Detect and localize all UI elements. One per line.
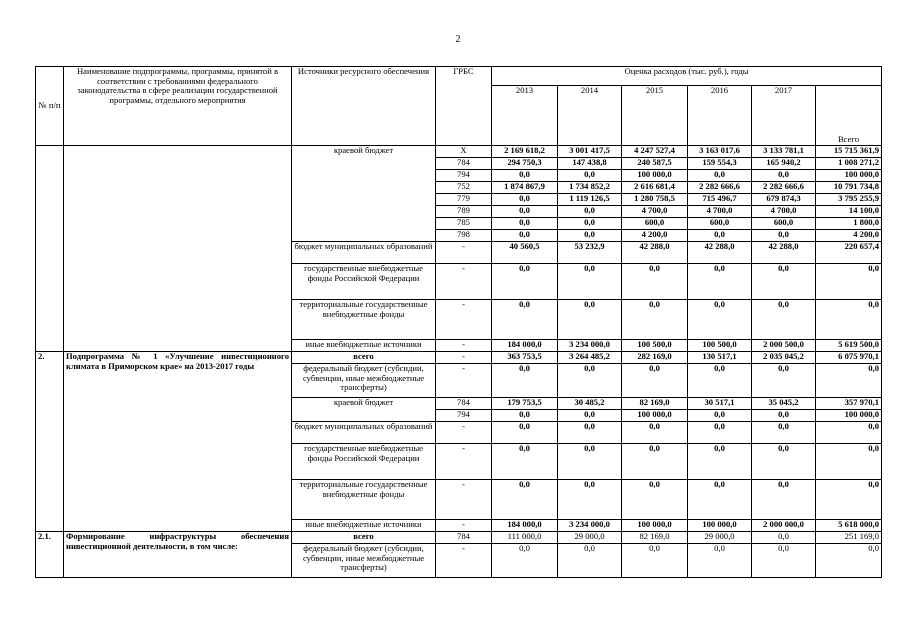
value-cell: 29 000,0 — [688, 532, 752, 544]
row-title — [64, 146, 292, 352]
value-cell: 2 000 500,0 — [752, 340, 816, 352]
value-cell: 0,0 — [558, 230, 622, 242]
value-cell: 0,0 — [752, 480, 816, 520]
grbs-cell: 752 — [436, 182, 492, 194]
value-cell: 4 700,0 — [752, 206, 816, 218]
table-row — [36, 146, 882, 158]
row-number: 2.1. — [36, 532, 64, 578]
source-cell: бюджет муниципальных образований — [292, 422, 436, 444]
value-cell: 0,0 — [492, 206, 558, 218]
grbs-cell: 785 — [436, 218, 492, 230]
value-cell: 600,0 — [622, 218, 688, 230]
value-cell: 159 554,3 — [688, 158, 752, 170]
value-cell: 0,0 — [752, 422, 816, 444]
header-grbs: ГРБС — [436, 67, 492, 146]
value-cell: 3 234 000,0 — [558, 520, 622, 532]
source-cell: иные внебюджетные источники — [292, 340, 436, 352]
grbs-cell: - — [436, 444, 492, 480]
value-cell: 0,0 — [752, 544, 816, 578]
value-cell: 15 715 361,9 — [816, 146, 882, 158]
header-estimate: Оценка расходов (тыс. руб.), годы — [492, 67, 882, 86]
value-cell: 111 000,0 — [492, 532, 558, 544]
source-cell: федеральный бюджет (субсидии, субвенции, иные межбюджетные трансферты) — [292, 544, 436, 578]
value-cell: 0,0 — [492, 364, 558, 398]
header-year: 2013 — [492, 86, 558, 146]
value-cell: 30 517,1 — [688, 398, 752, 410]
value-cell: 5 619 500,0 — [816, 340, 882, 352]
source-cell: иные внебюджетные источники — [292, 520, 436, 532]
value-cell: 2 282 666,6 — [752, 182, 816, 194]
value-cell: 0,0 — [688, 300, 752, 340]
value-cell: 2 282 666,6 — [688, 182, 752, 194]
source-cell — [292, 170, 436, 182]
value-cell: 0,0 — [492, 218, 558, 230]
value-cell: 357 970,1 — [816, 398, 882, 410]
value-cell: 30 485,2 — [558, 398, 622, 410]
value-cell: 0,0 — [558, 300, 622, 340]
value-cell: 0,0 — [492, 480, 558, 520]
grbs-cell: 784 — [436, 532, 492, 544]
value-cell: 0,0 — [752, 364, 816, 398]
value-cell: 42 288,0 — [752, 242, 816, 264]
value-cell: 363 753,5 — [492, 352, 558, 364]
value-cell: 240 587,5 — [622, 158, 688, 170]
value-cell: 100 000,0 — [622, 170, 688, 182]
source-cell: краевой бюджет — [292, 146, 436, 158]
value-cell: 1 008 271,2 — [816, 158, 882, 170]
value-cell: 4 700,0 — [622, 206, 688, 218]
value-cell: 53 232,9 — [558, 242, 622, 264]
value-cell: 0,0 — [688, 544, 752, 578]
value-cell: 0,0 — [816, 444, 882, 480]
value-cell: 100 500,0 — [688, 340, 752, 352]
value-cell: 0,0 — [558, 364, 622, 398]
source-cell — [292, 218, 436, 230]
value-cell: 3 234 000,0 — [558, 340, 622, 352]
source-cell: государственные внебюджетные фонды Российской Федерации — [292, 444, 436, 480]
value-cell: 82 169,0 — [622, 532, 688, 544]
value-cell: 0,0 — [688, 410, 752, 422]
grbs-cell: 798 — [436, 230, 492, 242]
source-cell: территориальные государственные внебюджетные фонды — [292, 480, 436, 520]
value-cell: 2 616 681,4 — [622, 182, 688, 194]
value-cell: 600,0 — [688, 218, 752, 230]
value-cell: 42 288,0 — [688, 242, 752, 264]
source-cell: всего — [292, 352, 436, 364]
value-cell: 0,0 — [688, 444, 752, 480]
value-cell: 1 874 867,9 — [492, 182, 558, 194]
value-cell: 0,0 — [752, 230, 816, 242]
value-cell: 2 169 618,2 — [492, 146, 558, 158]
value-cell: 5 618 000,0 — [816, 520, 882, 532]
value-cell: 100 000,0 — [622, 520, 688, 532]
value-cell: 0,0 — [622, 300, 688, 340]
value-cell: 0,0 — [816, 422, 882, 444]
value-cell: 14 100,0 — [816, 206, 882, 218]
value-cell: 0,0 — [752, 532, 816, 544]
value-cell: 184 000,0 — [492, 520, 558, 532]
row-number: 2. — [36, 352, 64, 532]
value-cell: 0,0 — [558, 544, 622, 578]
source-cell — [292, 158, 436, 170]
value-cell: 0,0 — [752, 264, 816, 300]
value-cell: 0,0 — [688, 230, 752, 242]
table-body — [36, 146, 882, 578]
grbs-cell: - — [436, 480, 492, 520]
value-cell: 294 750,3 — [492, 158, 558, 170]
header-year: 2015 — [622, 86, 688, 146]
value-cell: 0,0 — [492, 300, 558, 340]
budget-table — [35, 66, 882, 578]
header-name: Наименование подпрограммы, программы, принятой в соответствии с требованиями федерального законодательства в сфере реализации государственной программы, отдельного мероприятия — [64, 67, 292, 146]
grbs-cell: 794 — [436, 170, 492, 182]
grbs-cell: - — [436, 242, 492, 264]
grbs-cell: - — [436, 544, 492, 578]
row-title: Формирование инфраструктуры обеспечения инвестиционной деятельности, в том числе: — [64, 532, 292, 578]
table-row — [36, 532, 882, 544]
value-cell: 0,0 — [492, 422, 558, 444]
source-cell: бюджет муниципальных образований — [292, 242, 436, 264]
value-cell: 0,0 — [752, 410, 816, 422]
value-cell: 0,0 — [492, 170, 558, 182]
value-cell: 0,0 — [688, 422, 752, 444]
value-cell: 0,0 — [558, 444, 622, 480]
value-cell: 0,0 — [558, 218, 622, 230]
value-cell: 0,0 — [816, 480, 882, 520]
grbs-cell: 789 — [436, 206, 492, 218]
value-cell: 715 496,7 — [688, 194, 752, 206]
value-cell: 100 000,0 — [688, 520, 752, 532]
grbs-cell: - — [436, 422, 492, 444]
row-number — [36, 146, 64, 352]
grbs-cell: Х — [436, 146, 492, 158]
value-cell: 600,0 — [752, 218, 816, 230]
value-cell: 147 438,8 — [558, 158, 622, 170]
value-cell: 0,0 — [622, 480, 688, 520]
value-cell: 0,0 — [492, 410, 558, 422]
source-cell — [292, 206, 436, 218]
value-cell: 0,0 — [492, 194, 558, 206]
value-cell: 1 734 852,2 — [558, 182, 622, 194]
grbs-cell: 784 — [436, 158, 492, 170]
value-cell: 0,0 — [816, 364, 882, 398]
value-cell: 0,0 — [492, 544, 558, 578]
value-cell: 0,0 — [752, 444, 816, 480]
value-cell: 42 288,0 — [622, 242, 688, 264]
value-cell: 4 247 527,4 — [622, 146, 688, 158]
source-cell: всего — [292, 532, 436, 544]
value-cell: 0,0 — [752, 300, 816, 340]
value-cell: 0,0 — [558, 264, 622, 300]
value-cell: 0,0 — [622, 364, 688, 398]
value-cell: 3 001 417,5 — [558, 146, 622, 158]
page-number: 2 — [455, 34, 461, 45]
value-cell: 1 800,0 — [816, 218, 882, 230]
value-cell: 82 169,0 — [622, 398, 688, 410]
value-cell: 251 169,0 — [816, 532, 882, 544]
value-cell: 1 280 758,5 — [622, 194, 688, 206]
grbs-cell: - — [436, 264, 492, 300]
header-source: Источники ресурсного обеспечения — [292, 67, 436, 146]
value-cell: 0,0 — [816, 544, 882, 578]
value-cell: 0,0 — [816, 264, 882, 300]
value-cell: 100 500,0 — [622, 340, 688, 352]
value-cell: 3 133 781,1 — [752, 146, 816, 158]
value-cell: 0,0 — [622, 444, 688, 480]
value-cell: 29 000,0 — [558, 532, 622, 544]
grbs-cell: - — [436, 300, 492, 340]
grbs-cell: - — [436, 352, 492, 364]
value-cell: 0,0 — [558, 480, 622, 520]
value-cell: 10 791 734,8 — [816, 182, 882, 194]
value-cell: 184 000,0 — [492, 340, 558, 352]
grbs-cell: - — [436, 520, 492, 532]
header-num: № п/п — [36, 67, 64, 146]
value-cell: 0,0 — [558, 410, 622, 422]
row-title: Подпрограмма № 1 «Улучшение инвестиционного климата в Приморском крае» на 2013-2017 годы — [64, 352, 292, 532]
header-total: Всего — [816, 86, 882, 146]
value-cell: 3 264 485,2 — [558, 352, 622, 364]
source-cell: территориальные государственные внебюджетные фонды — [292, 300, 436, 340]
value-cell: 130 517,1 — [688, 352, 752, 364]
value-cell: 282 169,0 — [622, 352, 688, 364]
value-cell: 4 200,0 — [816, 230, 882, 242]
grbs-cell: 794 — [436, 410, 492, 422]
value-cell: 0,0 — [558, 206, 622, 218]
value-cell: 4 700,0 — [688, 206, 752, 218]
value-cell: 100 000,0 — [622, 410, 688, 422]
value-cell: 165 940,2 — [752, 158, 816, 170]
value-cell: 0,0 — [688, 480, 752, 520]
value-cell: 0,0 — [558, 170, 622, 182]
grbs-cell: - — [436, 364, 492, 398]
value-cell: 3 163 017,6 — [688, 146, 752, 158]
value-cell: 0,0 — [558, 422, 622, 444]
source-cell: федеральный бюджет (субсидии, субвенции, иные межбюджетные трансферты) — [292, 364, 436, 398]
header-year: 2016 — [688, 86, 752, 146]
value-cell: 0,0 — [816, 300, 882, 340]
value-cell: 35 045,2 — [752, 398, 816, 410]
source-cell — [292, 410, 436, 422]
value-cell: 40 560,5 — [492, 242, 558, 264]
value-cell: 0,0 — [688, 264, 752, 300]
header-year: 2014 — [558, 86, 622, 146]
value-cell: 679 874,3 — [752, 194, 816, 206]
header-year: 2017 — [752, 86, 816, 146]
value-cell: 2 035 045,2 — [752, 352, 816, 364]
value-cell: 0,0 — [752, 170, 816, 182]
value-cell: 6 075 970,1 — [816, 352, 882, 364]
grbs-cell: - — [436, 340, 492, 352]
value-cell: 179 753,5 — [492, 398, 558, 410]
source-cell — [292, 194, 436, 206]
source-cell — [292, 230, 436, 242]
source-cell: государственные внебюджетные фонды Российской Федерации — [292, 264, 436, 300]
value-cell: 4 200,0 — [622, 230, 688, 242]
value-cell: 0,0 — [492, 264, 558, 300]
grbs-cell: 779 — [436, 194, 492, 206]
value-cell: 0,0 — [622, 422, 688, 444]
value-cell: 0,0 — [688, 364, 752, 398]
value-cell: 0,0 — [492, 230, 558, 242]
value-cell: 0,0 — [622, 544, 688, 578]
value-cell: 0,0 — [622, 264, 688, 300]
source-cell — [292, 182, 436, 194]
value-cell: 220 657,4 — [816, 242, 882, 264]
value-cell: 100 000,0 — [816, 170, 882, 182]
value-cell: 3 795 255,9 — [816, 194, 882, 206]
value-cell: 1 119 126,5 — [558, 194, 622, 206]
source-cell: краевой бюджет — [292, 398, 436, 410]
table-row — [36, 352, 882, 364]
value-cell: 2 000 000,0 — [752, 520, 816, 532]
table-header — [36, 67, 882, 146]
grbs-cell: 784 — [436, 398, 492, 410]
value-cell: 0,0 — [492, 444, 558, 480]
value-cell: 100 000,0 — [816, 410, 882, 422]
value-cell: 0,0 — [688, 170, 752, 182]
